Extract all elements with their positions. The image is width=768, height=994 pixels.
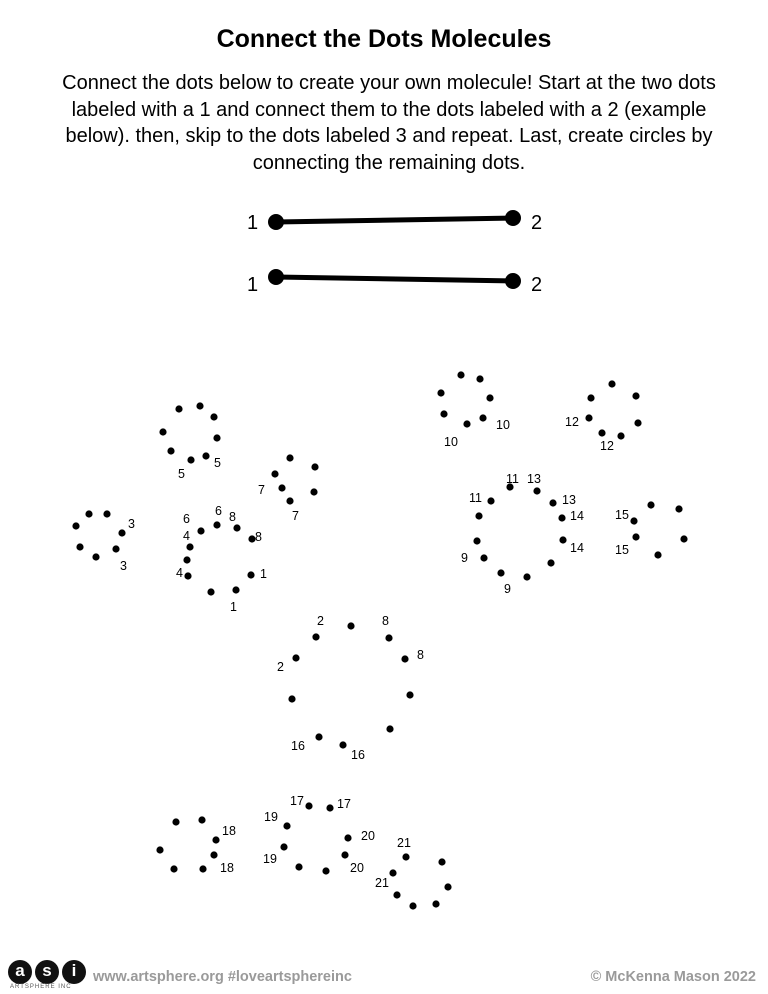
dot (402, 853, 409, 860)
dot (632, 392, 639, 399)
dot (634, 419, 641, 426)
website-link[interactable]: www.artsphere.org #loveartsphereinc (93, 969, 352, 985)
dot-label-9: 9 (461, 551, 468, 565)
dot-label-15: 15 (615, 543, 629, 557)
dot-label-11: 11 (506, 472, 519, 486)
dot-label-2: 2 (277, 660, 284, 674)
dot (440, 410, 447, 417)
dot (286, 454, 293, 461)
dot (437, 389, 444, 396)
dot-label-8: 8 (255, 530, 262, 544)
dot (184, 572, 191, 579)
dot (632, 533, 639, 540)
dot (112, 545, 119, 552)
instructions-text: Connect the dots below to create your own molecule! Start at the two dots labeled with a 1 and connect them to the dots labeled with a 2 (example below). then, skip to the dots labeled 3 and repeat. Last, create circles by connecting the remaining dots. (62, 72, 716, 174)
dot (159, 428, 166, 435)
dot-label-1: 1 (230, 600, 237, 614)
dot (630, 517, 637, 524)
dot (103, 510, 110, 517)
example-line-1 (276, 218, 513, 222)
dot (213, 434, 220, 441)
dot-label-9: 9 (504, 582, 511, 596)
dot-label-12: 12 (565, 415, 579, 429)
dot-label-16: 16 (291, 739, 305, 753)
dot (608, 380, 615, 387)
dot-label-14: 14 (570, 509, 584, 523)
dot (187, 456, 194, 463)
dot-label-21: 21 (397, 836, 411, 850)
dot (271, 470, 278, 477)
dot (76, 543, 83, 550)
dot (247, 571, 254, 578)
dot (444, 883, 451, 890)
dot (463, 420, 470, 427)
dot (210, 413, 217, 420)
dot-label-21: 21 (375, 876, 389, 890)
example-dot-start-1 (268, 214, 284, 230)
example-label-end-1: 2 (531, 212, 543, 234)
example-dot-end-2 (505, 273, 521, 289)
dot (401, 655, 408, 662)
dot-label-6: 6 (183, 512, 190, 526)
dot (480, 554, 487, 561)
dot-label-4: 4 (183, 529, 190, 543)
dot (549, 499, 556, 506)
dot-label-16: 16 (351, 748, 365, 762)
dot (198, 816, 205, 823)
dot (292, 654, 299, 661)
dot-label-1: 1 (260, 567, 267, 581)
dot (310, 488, 317, 495)
dot-label-10: 10 (444, 435, 458, 449)
dot-label-8: 8 (229, 510, 236, 524)
dot-label-20: 20 (350, 861, 364, 875)
dot (680, 535, 687, 542)
dot-label-12: 12 (600, 439, 614, 453)
dot (497, 569, 504, 576)
dot (406, 691, 413, 698)
dot-label-13: 13 (527, 472, 541, 486)
logo-tagline: ARTSPHERE INC (10, 984, 72, 990)
dot (475, 512, 482, 519)
dot (233, 524, 240, 531)
dot (278, 484, 285, 491)
example-dot-end-1 (505, 210, 521, 226)
dot (559, 536, 566, 543)
example-lines (247, 210, 542, 296)
dot (438, 858, 445, 865)
logo-letter-s: s (35, 960, 59, 984)
dot (393, 891, 400, 898)
dot (72, 522, 79, 529)
dot-label-19: 19 (264, 810, 278, 824)
dot (183, 556, 190, 563)
dot (186, 543, 193, 550)
dot (232, 586, 239, 593)
dot-label-19: 19 (263, 852, 277, 866)
dot-label-4: 4 (176, 566, 183, 580)
dot (479, 414, 486, 421)
copyright-notice: © McKenna Mason 2022 (590, 969, 756, 985)
dot (305, 802, 312, 809)
dot (175, 405, 182, 412)
example-label-end-2: 2 (531, 274, 543, 296)
dot-label-3: 3 (128, 517, 135, 531)
dot-label-6: 6 (215, 504, 222, 518)
example-line-2 (276, 277, 513, 281)
artsphere-logo (8, 960, 90, 990)
dot (85, 510, 92, 517)
dot (347, 622, 354, 629)
dot (118, 529, 125, 536)
dot (385, 634, 392, 641)
dot-label-7: 7 (292, 509, 299, 523)
dot (202, 452, 209, 459)
dot (558, 514, 565, 521)
dot (326, 804, 333, 811)
logo-letter-i: i (62, 960, 86, 984)
dot-label-5: 5 (214, 456, 221, 470)
dot-label-8: 8 (382, 614, 389, 628)
dot (654, 551, 661, 558)
dot (547, 559, 554, 566)
logo-letter-a: a (8, 960, 32, 984)
dot (295, 863, 302, 870)
dot (197, 527, 204, 534)
dot (339, 741, 346, 748)
dot-label-field (120, 415, 629, 890)
dot (170, 865, 177, 872)
dot-label-2: 2 (317, 614, 324, 628)
dot-label-8: 8 (417, 648, 424, 662)
dot (167, 447, 174, 454)
dot (486, 394, 493, 401)
dot (344, 834, 351, 841)
dot (476, 375, 483, 382)
dot-label-3: 3 (120, 559, 127, 573)
dot-label-11: 11 (469, 491, 482, 505)
dot-label-17: 17 (337, 797, 351, 811)
dot (523, 573, 530, 580)
dot (409, 902, 416, 909)
dot-label-17: 17 (290, 794, 304, 808)
example-label-start-2: 1 (247, 274, 259, 296)
dot-label-15: 15 (615, 508, 629, 522)
dot-label-14: 14 (570, 541, 584, 555)
dot (207, 588, 214, 595)
dot (311, 463, 318, 470)
example-label-start-1: 1 (247, 212, 259, 234)
example-dot-start-2 (268, 269, 284, 285)
dot (312, 633, 319, 640)
dot (389, 869, 396, 876)
dot (386, 725, 393, 732)
dot (172, 818, 179, 825)
dot (487, 497, 494, 504)
dot (598, 429, 605, 436)
dot (212, 836, 219, 843)
footer (0, 950, 768, 994)
dot (432, 900, 439, 907)
dot (199, 865, 206, 872)
dot (647, 501, 654, 508)
dot (587, 394, 594, 401)
dot (473, 537, 480, 544)
page-title: Connect the Dots Molecules (216, 25, 552, 53)
dot-label-20: 20 (361, 829, 375, 843)
dot-label-18: 18 (220, 861, 234, 875)
dot (341, 851, 348, 858)
dot (585, 414, 592, 421)
dot (213, 521, 220, 528)
dot-label-10: 10 (496, 418, 510, 432)
dot (156, 846, 163, 853)
dot-label-18: 18 (222, 824, 236, 838)
dot (288, 695, 295, 702)
dot (283, 822, 290, 829)
dot (533, 487, 540, 494)
dot-label-5: 5 (178, 467, 185, 481)
dot (280, 843, 287, 850)
dot (617, 432, 624, 439)
dot (315, 733, 322, 740)
dot (675, 505, 682, 512)
dot (92, 553, 99, 560)
dot (210, 851, 217, 858)
dot (286, 497, 293, 504)
dot-field (72, 371, 687, 909)
dot (457, 371, 464, 378)
dot-label-13: 13 (562, 493, 576, 507)
dot-label-7: 7 (258, 483, 265, 497)
dot (196, 402, 203, 409)
dot (322, 867, 329, 874)
